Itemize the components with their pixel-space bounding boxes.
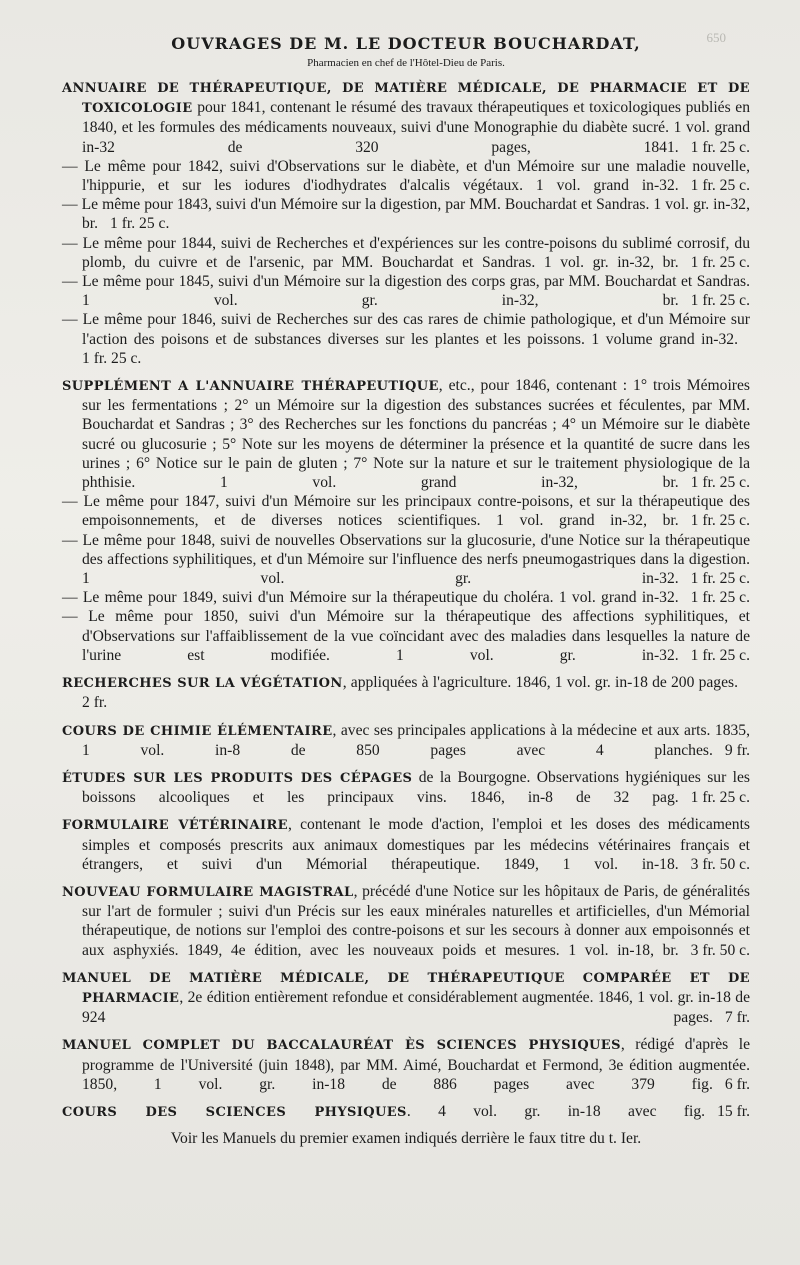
entry-title: COURS DE CHIMIE ÉLÉMENTAIRE xyxy=(62,723,333,739)
entry-text: , avec ses principales applications à la médecine et aux arts. 1835, 1 vol. in-8 de 850 pages avec 4 planches. xyxy=(82,721,750,759)
catalog-entry xyxy=(62,157,750,195)
catalog-entry xyxy=(62,376,750,492)
catalog-entry xyxy=(62,310,750,368)
entry-price: 1 fr. 25 c. xyxy=(690,646,750,664)
entry-text: , etc., pour 1846, contenant : 1° trois Mémoires sur les fermentations ; 2° un Mémoire sur la digestion des substances sucrées et féculentes, par MM. Bouchardat et Sandras ; 3° des Recherches sur les fonctions du pancréas ; 4° un Mémoire sur le diabète sucré ou glucosurie ; 5° Note sur les moyens de déterminer la présence et la quantité de sucre dans les urines ; 6° Notice sur le pain de gluten ; 7° Note sur la nature et sur le traitement physiologique de la phthisie. 1 vol. grand in-32, br. xyxy=(82,377,750,492)
entry-text: , précédé d'une Notice sur les hôpitaux de Paris, de généralités sur l'art de formuler ; suivi d'un Précis sur les eaux minérales naturelles et artificielles, d'un Mémorial thérapeutique, de notions sur l'emploi des contre-poisons et sur les secours à donner aux empoisonnés et aux asphyxiés. 1849, 4e édition, avec les nouveaux poids et mesures. 1 vol. in-18, br. xyxy=(82,882,750,959)
entry-price: 7 fr. xyxy=(724,1009,750,1027)
entry-title: MANUEL COMPLET DU BACCALAURÉAT ÈS SCIENCES PHYSIQUES xyxy=(62,1038,621,1054)
entry-price: 1 fr. 25 c. xyxy=(690,138,750,156)
catalog-entry xyxy=(62,531,750,589)
entry-title: NOUVEAU FORMULAIRE MAGISTRAL xyxy=(62,884,354,900)
entry-text: — Le même pour 1850, suivi d'un Mémoire sur la thérapeutique des affections syphilitiques, et d'Observations sur l'affaiblissement de la vue coïncidant avec des maladies dans lesquelles la nature de l'urine est modifiée. 1 vol. gr. in-32. xyxy=(62,608,750,664)
entry-title: COURS DES SCIENCES PHYSIQUES xyxy=(62,1104,407,1120)
footer-note: Voir les Manuels du premier examen indiqués derrière le faux titre du t. Ier. xyxy=(170,1130,642,1148)
catalog-entry xyxy=(62,882,750,960)
entry-text: — Le même pour 1842, suivi d'Observations sur le diabète, et d'un Mémoire sur une maladie nouvelle, l'hippurie, et sur les iodures d'iodhydrates d'alcalis végétaux. 1 vol. grand in-32. xyxy=(62,157,750,195)
catalog-entry xyxy=(62,492,750,530)
entry-price: 1 fr. 25 c. xyxy=(690,474,750,492)
entry-text: , appliquées à l'agriculture. 1846, 1 vol. gr. in-18 de 200 pages. xyxy=(342,674,738,692)
entry-price: 1 fr. 25 c. xyxy=(690,589,750,607)
catalog-entry xyxy=(62,1102,750,1122)
entry-text: — Le même pour 1849, suivi d'un Mémoire sur la thérapeutique du choléra. 1 vol. grand in-32. xyxy=(62,589,679,607)
entry-price: 6 fr. xyxy=(724,1075,750,1093)
catalog-entry xyxy=(62,768,750,807)
catalog-entry xyxy=(62,1035,750,1094)
entry-price: 9 fr. xyxy=(724,741,750,759)
page-number: 650 xyxy=(706,30,726,45)
entry-list xyxy=(62,78,750,1122)
entry-title: MANUEL DE MATIÈRE MÉDICALE, DE THÉRAPEUTIQUE COMPARÉE ET DE PHARMACIE xyxy=(62,970,750,1006)
catalog-entry xyxy=(62,272,750,310)
entry-text: — Le même pour 1843, suivi d'un Mémoire sur la digestion, par MM. Bouchardat et Sandras. 1 vol. gr. in-32, br. xyxy=(62,196,750,233)
entry-price: 1 fr. 25 c. xyxy=(110,215,170,233)
entry-text: — Le même pour 1844, suivi de Recherches et d'expériences sur les contre-poisons du sublimé corrosif, du plomb, du cuivre et de l'arsenic, par MM. Bouchardat et Sandras. 1 vol. gr. in-32, br. xyxy=(62,234,750,271)
page-subtitle: Pharmacien en chef de l'Hôtel-Dieu de Paris. xyxy=(307,57,505,69)
entry-price: 1 fr. 25 c. xyxy=(690,512,750,530)
catalog-entry xyxy=(62,673,750,712)
entry-price: 1 fr. 25 c. xyxy=(690,292,750,310)
catalog-entry xyxy=(62,968,750,1028)
page-title: OUVRAGES DE M. LE DOCTEUR BOUCHARDAT, xyxy=(171,34,641,53)
catalog-entry xyxy=(62,195,750,233)
entry-text: — Le même pour 1846, suivi de Recherches sur des cas rares de chimie pathologique, et d'un Mémoire sur l'action des poisons et de substances diverses sur les plantes et les poissons. 1 volume grand in-32. xyxy=(62,311,750,348)
entry-title: FORMULAIRE VÉTÉRINAIRE xyxy=(62,818,288,834)
catalog-entry xyxy=(62,234,750,272)
entry-text: . 4 vol. gr. in-18 avec fig. xyxy=(406,1102,706,1120)
entry-text: pour 1841, contenant le résumé des travaux thérapeutiques et toxicologiques publiés en 1840, et les formules des médicaments nouveaux, suivi d'une Monographie du diabète sucré. 1 vol. grand in-32 de 320 pages, 1841. xyxy=(82,99,750,156)
entry-title: ANNUAIRE DE THÉRAPEUTIQUE, DE MATIÈRE MÉDICALE, DE PHARMACIE ET DE TOXICOLOGIE xyxy=(62,81,750,117)
entry-title: RECHERCHES SUR LA VÉGÉTATION xyxy=(62,676,343,692)
entry-price: 15 fr. xyxy=(717,1102,750,1120)
catalog-entry xyxy=(62,815,750,874)
entry-price: 1 fr. 25 c. xyxy=(82,349,142,367)
entry-price: 3 fr. 50 c. xyxy=(690,855,750,873)
entry-price: 1 fr. 25 c. xyxy=(690,177,750,195)
entry-price: 2 fr. xyxy=(82,694,108,712)
entry-text: , rédigé d'après le programme de l'Université (juin 1848), par MM. Aimé, Bouchardat et Fermond, 3e édition augmentée. 1850, 1 vol. gr. in-18 de 886 pages avec 379 fig. xyxy=(82,1036,750,1093)
entry-text: — Le même pour 1845, suivi d'un Mémoire sur la digestion des corps gras, par MM. Bouchardat et Sandras. 1 vol. gr. in-32, br. xyxy=(62,273,750,310)
entry-title: SUPPLÉMENT A L'ANNUAIRE THÉRAPEUTIQUE xyxy=(62,379,439,395)
entry-title: ÉTUDES SUR LES PRODUITS DES CÉPAGES xyxy=(62,770,413,786)
catalog-entry xyxy=(62,588,750,607)
catalog-entry xyxy=(62,78,750,157)
entry-text: , contenant le mode d'action, l'emploi et les doses des médicaments simples et composés prescrits aux animaux domestiques par les médecins vétérinaires français et étrangers, et suivi d'un Mémorial thérapeutique. 1849, 1 vol. in-18. xyxy=(82,816,750,873)
entry-price: 1 fr. 25 c. xyxy=(690,789,750,807)
entry-text: — Le même pour 1847, suivi d'un Mémoire sur les principaux contre-poisons, et sur la thérapeutique des empoisonnements, et de diverses notices scientifiques. 1 vol. grand in-32, br. xyxy=(62,493,750,530)
entry-text: — Le même pour 1848, suivi de nouvelles Observations sur la glucosurie, d'une Notice sur la thérapeutique des affections syphilitiques, et d'un Mémoire sur l'influence des nerfs pneumogastriques dans la digestion. 1 vol. gr. in-32. xyxy=(62,531,750,588)
entry-price: 3 fr. 50 c. xyxy=(690,941,750,959)
catalog-entry xyxy=(62,607,750,665)
entry-text: , 2e édition entièrement refondue et considérablement augmentée. 1846, 1 vol. gr. in-18 de 924 pages. xyxy=(82,988,750,1027)
entry-text: de la Bourgogne. Observations hygiéniques sur les boissons alcooliques et les principaux vins. 1846, in-8 de 32 pag. xyxy=(82,768,750,807)
entry-price: 1 fr. 25 c. xyxy=(690,570,750,588)
entry-price: 1 fr. 25 c. xyxy=(690,253,750,271)
catalog-entry xyxy=(62,721,750,760)
